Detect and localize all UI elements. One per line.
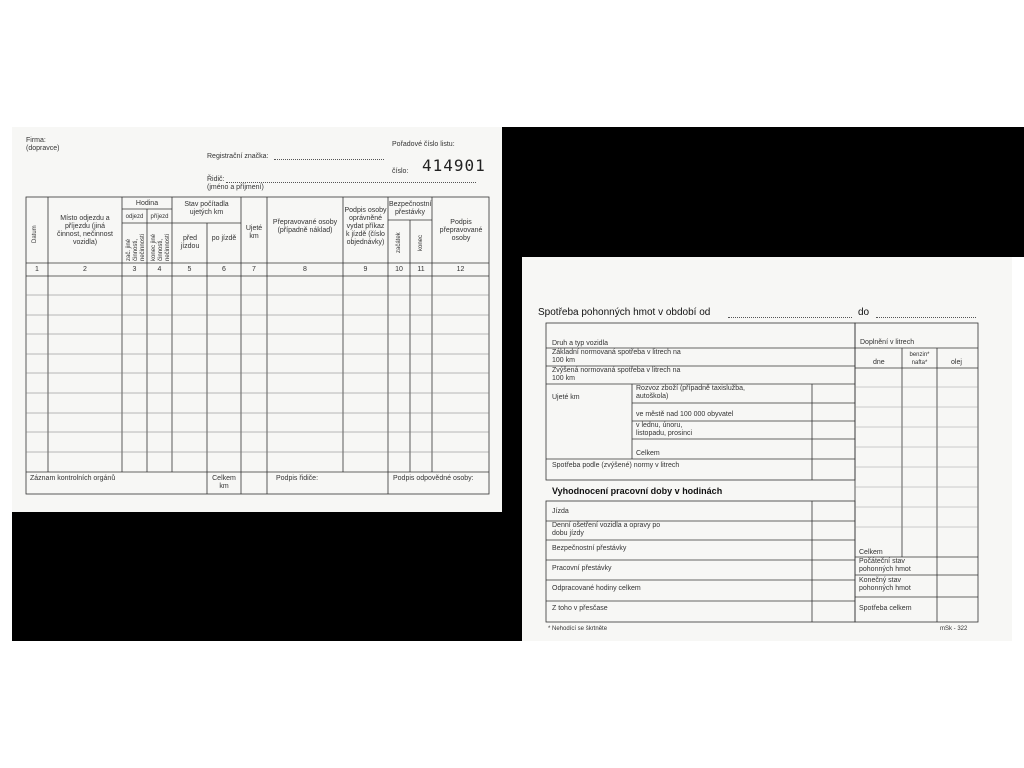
travel-log-form xyxy=(12,127,502,512)
spotreba-title: Spotřeba pohonných hmot v období od xyxy=(538,307,711,318)
col-po-header: po jízdě xyxy=(211,235,237,242)
celkem-ujete-label: Celkem xyxy=(636,450,660,457)
col-number: 5 xyxy=(187,266,192,273)
black-band-left-bottom xyxy=(12,512,522,641)
doplneni-label: Doplnění v litrech xyxy=(860,339,915,346)
mesto-label: ve městě nad 100 000 obyvatel xyxy=(636,411,734,418)
dopravce-label: (dopravce) xyxy=(26,145,60,152)
form-code: mSk - 322 xyxy=(940,626,968,632)
col-number: 6 xyxy=(222,266,226,273)
druh-label: Druh a typ vozidla xyxy=(552,340,609,347)
col-podpis-prepr-header: Podpis přepravované osoby xyxy=(439,219,483,242)
celkem-doplneni-label: Celkem xyxy=(859,549,883,556)
ujete-km-label: Ujeté km xyxy=(552,394,580,401)
col-number: 4 xyxy=(157,266,162,273)
bezp-label: Bezpečnostní přestávky xyxy=(552,545,627,552)
pracovni-label: Pracovní přestávky xyxy=(552,565,612,572)
leden-label: v lednu, únoru, listopadu, prosinci xyxy=(636,422,693,437)
col-number: 2 xyxy=(83,266,87,273)
cislo-label: číslo: xyxy=(392,168,409,175)
pocatecni-label: Počáteční stav pohonných hmot xyxy=(859,558,911,573)
col-zacatek-header: začátek xyxy=(396,232,402,253)
vyhodnoceni-title: Vyhodnocení pracovní doby v hodinách xyxy=(552,486,723,496)
zaznam-kontrolnich-label: Záznam kontrolních orgánů xyxy=(30,475,116,482)
ridic-label: Řidič: xyxy=(207,176,225,183)
col-number: 7 xyxy=(252,266,256,273)
col-number: 9 xyxy=(363,266,368,273)
podpis-odpovedne-label: Podpis odpovědné osoby: xyxy=(393,475,474,482)
celkem-km-label: Celkem km xyxy=(212,475,236,490)
col-pred-header: před jízdou xyxy=(180,235,200,250)
col-ujete-header: Ujeté km xyxy=(245,225,263,240)
col-podpis-osoby-header: Podpis osoby oprávněné vydat příkaz k jízdě (číslo objednávky) xyxy=(344,207,387,246)
benzin-nafta-header: benzin* nafta* xyxy=(909,352,930,366)
black-band-mid xyxy=(502,257,522,641)
col-prepravovane-header: Přepravované osoby (případně náklad) xyxy=(272,219,338,234)
spotreba-celkem-label: Spotřeba celkem xyxy=(859,605,912,612)
col-number: 8 xyxy=(303,266,307,273)
podpis-ridice-label: Podpis řidiče: xyxy=(276,475,319,482)
odpracovane-label: Odpracované hodiny celkem xyxy=(552,585,641,592)
col-datum-header: Datum xyxy=(32,225,38,243)
firma-label: Firma: xyxy=(26,137,46,144)
zvysena-label: Zvýšená normovaná spotřeba v litrech na 100 km xyxy=(552,367,681,382)
jizda-label: Jízda xyxy=(552,508,569,515)
col-number: 3 xyxy=(132,266,137,273)
fuel-consumption-form xyxy=(522,257,1012,641)
nehodici-note: * Nehodící se škrtněte xyxy=(548,626,608,632)
col-konec-jine-header: konec jiné činnosti, nečinnosti xyxy=(151,233,171,261)
col-stav-header: Stav počítadla ujetých km xyxy=(184,201,229,216)
rozvoz-label: Rozvoz zboží (případně taxislužba, autoškola) xyxy=(636,385,745,400)
fuel-form-grid xyxy=(522,257,1012,641)
col-misto-header: Místo odjezdu a příjezdu (jiná činnost, nečinnost vozidla) xyxy=(56,215,114,246)
col-odjezd-header: odjezd xyxy=(125,214,144,220)
col-bezp-header: Bezpečnostní přestávky xyxy=(389,201,432,216)
denni-label: Denní ošetření vozidla a opravy po dobu jízdy xyxy=(552,522,661,537)
jmeno-label: (jméno a příjmení) xyxy=(207,184,264,191)
dne-header: dne xyxy=(873,359,885,366)
poradove-cislo-label: Pořadové číslo listu: xyxy=(392,141,455,148)
konecny-label: Konečný stav pohonných hmot xyxy=(859,577,911,592)
ztoho-label: Z toho v přesčase xyxy=(552,605,608,612)
black-band-right-top xyxy=(502,127,1024,257)
col-hodina-header: Hodina xyxy=(135,200,159,207)
col-number: 1 xyxy=(35,266,39,273)
col-prijezd-header: příjezd xyxy=(150,214,169,220)
col-konec-header: konec xyxy=(418,234,424,251)
travel-log-table-grid xyxy=(12,127,502,512)
registracni-znacka-label: Registrační značka: xyxy=(207,153,269,160)
spotreba-podle-label: Spotřeba podle (zvýšené) normy v litrech xyxy=(552,462,680,469)
col-number: 10 xyxy=(395,266,403,273)
form-serial-number: 414901 xyxy=(422,156,486,175)
col-number: 11 xyxy=(417,266,425,273)
do-label: do xyxy=(858,307,870,318)
col-number: 12 xyxy=(456,266,465,273)
olej-header: olej xyxy=(951,359,962,366)
zakladni-label: Základní normovaná spotřeba v litrech na 100 km xyxy=(552,349,681,364)
col-zac-header: zač. jiné činnosti, nečinnosti xyxy=(126,233,146,261)
